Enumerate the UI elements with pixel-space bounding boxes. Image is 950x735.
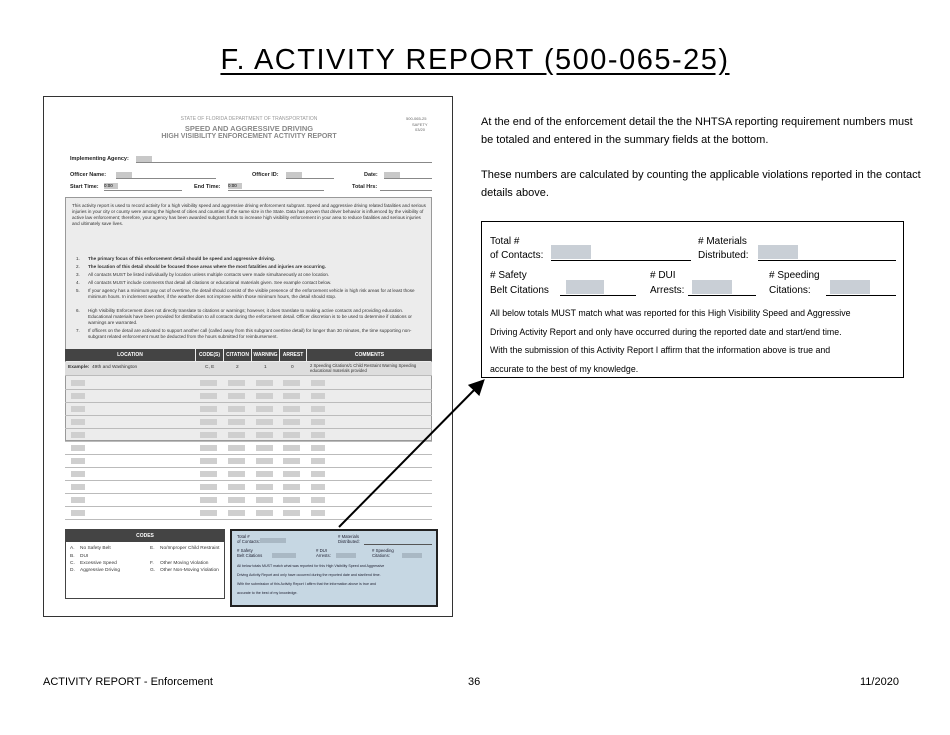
materials-label-1: # Materials — [698, 236, 747, 247]
field-date: Date: — [364, 172, 378, 178]
field-end-time: End Time: — [194, 184, 221, 190]
mini-materials-1: # Materials — [338, 534, 360, 539]
mini-speeding-2: Citations: — [372, 553, 390, 558]
example-comments: 2 Speeding Citations/1 Child Restraint Warning Speeding educational materials provided — [310, 363, 417, 373]
mini-total-contacts-1: Total # — [237, 534, 250, 539]
instruction-number: 3. — [76, 272, 80, 277]
dui-label-1: # DUI — [650, 270, 676, 281]
total-contacts-label-2: of Contacts: — [490, 250, 544, 261]
field-implementing-agency: Implementing Agency: — [70, 156, 129, 162]
field-officer-id: Officer ID: — [252, 172, 279, 178]
mini-dui-2: Arrests: — [316, 553, 331, 558]
form-date: 03/20 — [415, 127, 426, 132]
instruction-number: 5. — [76, 288, 80, 293]
form-number: 500-065-25 — [406, 116, 427, 121]
example-citation: 2 — [236, 365, 239, 370]
example-codes: C, E — [205, 365, 215, 370]
instruction-number: 6. — [76, 308, 80, 313]
start-time-value: 0:00 — [104, 183, 118, 189]
example-warning: 1 — [264, 365, 267, 370]
example-location: 49th and Washington — [92, 365, 138, 370]
code-key: B. — [70, 554, 75, 559]
code-description: Excessive Speed — [80, 561, 117, 566]
mini-dui-1: # DUI — [316, 548, 327, 553]
code-description: No Safety Belt — [80, 546, 111, 551]
field-officer-name: Officer Name: — [70, 172, 107, 178]
example-arrest: 0 — [291, 365, 294, 370]
code-description: Aggressive Driving — [80, 568, 120, 573]
mini-disclaimer-line: All below totals MUST match what was reported for this High Visibility Speed and Aggressive — [237, 564, 385, 568]
codes-title: CODES — [66, 530, 224, 542]
instruction-number: 4. — [76, 280, 80, 285]
instruction-paragraph-2: These numbers are calculated by counting the applicable violations reported in the contact details above. — [481, 169, 921, 199]
summary-disclaimer-line-4: accurate to the best of my knowledge. — [490, 364, 639, 375]
code-key: G. — [150, 568, 156, 573]
dui-label-2: Arrests: — [650, 285, 685, 296]
mini-total-contacts-2: of Contacts: — [237, 539, 260, 544]
code-key: D. — [70, 568, 75, 573]
safety-belt-label-1: # Safety — [490, 270, 527, 281]
code-key: E. — [150, 546, 155, 551]
form-subtitle: HIGH VISIBILITY ENFORCEMENT ACTIVITY REPORT — [161, 133, 337, 140]
end-time-value: 0:00 — [228, 183, 242, 189]
field-total-hrs: Total Hrs: — [352, 184, 378, 190]
form-title: SPEED AND AGGRESSIVE DRIVING — [184, 124, 314, 133]
instruction-number: 2. — [76, 264, 80, 269]
code-description: Other Moving Violation — [160, 561, 209, 566]
total-contacts-label-1: Total # — [490, 236, 520, 247]
col-header-citation: CITATION — [224, 349, 251, 361]
instruction-item: If your agency has a minimum pay out of overtime, the detail should consist of the visible presence of the enforcement vehicle in high risk areas for at least those minimum hours. In inclement weather, if the weather does not improve within those minimum hours, the detail should stop. — [88, 288, 415, 299]
mini-disclaimer-line: accurate to the best of my knowledge. — [237, 591, 298, 595]
form-agency-line: STATE OF FLORIDA DEPARTMENT OF TRANSPORTATION — [180, 116, 318, 122]
footer-left: ACTIVITY REPORT - Enforcement — [43, 676, 213, 688]
col-header-comments: COMMENTS — [307, 349, 432, 361]
instructions-intro: This activity report is used to record activity for a high visibility speed and aggressive driving enforcement subgrant. Speed and aggressive driving related fatalities and serious injuries in your city or county were among the highest of cities and counties of the same size in the State. Data has proven that driver behavior is influenced by the visibility of active law enforcement; therefore, your agency has been awarded subgrant funds to increase high visibility enforcement in your area to reduce fatalities and serious injuries and ultimately save lives. — [72, 203, 426, 226]
speeding-label-2: Citations: — [769, 285, 811, 296]
instruction-number: 7. — [76, 328, 80, 333]
code-key: A. — [70, 546, 75, 551]
col-header-location: LOCATION — [65, 349, 195, 361]
code-description: No/Improper Child Restraint — [160, 546, 220, 551]
code-key: C. — [70, 561, 75, 566]
instruction-item: All contacts MUST include comments that detail all citations or educational materials given. See example contact below. — [88, 280, 332, 285]
summary-box — [481, 221, 904, 378]
mini-disclaimer-line: Driving Activity Report and only have occurred during the reported date and start/end time. — [237, 573, 381, 577]
instruction-item: High Visibility Enforcement does not directly translate to citations or warnings; however, it does translate to making active contacts and providing education. Educational materials have been provided for distribution to all contacts during the enforcement detail. Officer discretion is to be used to determine if citations or warnings are warranted. — [88, 308, 412, 325]
speeding-citations-field[interactable] — [830, 280, 870, 294]
code-key: F. — [150, 561, 154, 566]
code-description: Other Non-Moving Violation — [160, 568, 219, 573]
field-start-time: Start Time: — [70, 184, 99, 190]
instruction-number: 1. — [76, 256, 80, 261]
instruction-item: The primary focus of this enforcement detail should be speed and aggressive driving. — [88, 256, 276, 261]
speeding-label-1: # Speeding — [769, 270, 820, 281]
example-label: Example: — [68, 365, 90, 370]
instruction-item: The location of this detail should be focused those areas where the most fatalities and injuries are occurring. — [88, 264, 326, 269]
col-header-arrest: ARREST — [280, 349, 306, 361]
footer-date: 11/2020 — [860, 676, 899, 688]
mini-safety-2: Belt Citations — [237, 553, 263, 558]
summary-disclaimer-line-3: With the submission of this Activity Report I affirm that the information above is true and — [490, 345, 831, 356]
mini-speeding-1: # Speeding — [372, 548, 394, 553]
col-header-codes: CODE(S) — [196, 349, 223, 361]
safety-belt-citations-field[interactable] — [566, 280, 604, 294]
materials-label-2: Distributed: — [698, 250, 749, 261]
mini-safety-1: # Safety — [237, 548, 253, 553]
mini-materials-2: Distributed: — [338, 539, 360, 544]
instruction-paragraph-1: At the end of the enforcement detail the the NHTSA reporting requirement numbers must be totaled and entered in the summary fields at the bottom. — [481, 116, 913, 146]
dui-arrests-field[interactable] — [692, 280, 732, 294]
instruction-item: All contacts MUST be listed individually by location unless multiple contacts were made simultaneously at one location. — [88, 272, 330, 277]
safety-belt-label-2: Belt Citations — [490, 285, 549, 296]
code-description: DUI — [80, 554, 89, 559]
page-title: F. ACTIVITY REPORT (500-065-25) — [220, 44, 730, 76]
summary-disclaimer-line-1: All below totals MUST match what was reported for this High Visibility Speed and Aggressive — [490, 308, 851, 318]
form-office: SAFETY — [412, 122, 428, 127]
mini-disclaimer-line: With the submission of this Activity Report I affirm that the information above is true and — [237, 582, 376, 586]
col-header-warning: WARNING — [252, 349, 279, 361]
summary-disclaimer-line-2: Driving Activity Report and only have occurred during the reported date and start/end time. — [490, 326, 842, 337]
materials-distributed-field[interactable] — [758, 245, 798, 259]
page-number: 36 — [468, 676, 481, 688]
total-contacts-field[interactable] — [551, 245, 591, 259]
instruction-item: If officers on the detail are activated to support another call (called away from this subgrant overtime detail) for longer than 30 minutes, the time supporting non-subgrant related enforcement must be deducted from the hours submitted for reimbursement. — [88, 328, 412, 339]
